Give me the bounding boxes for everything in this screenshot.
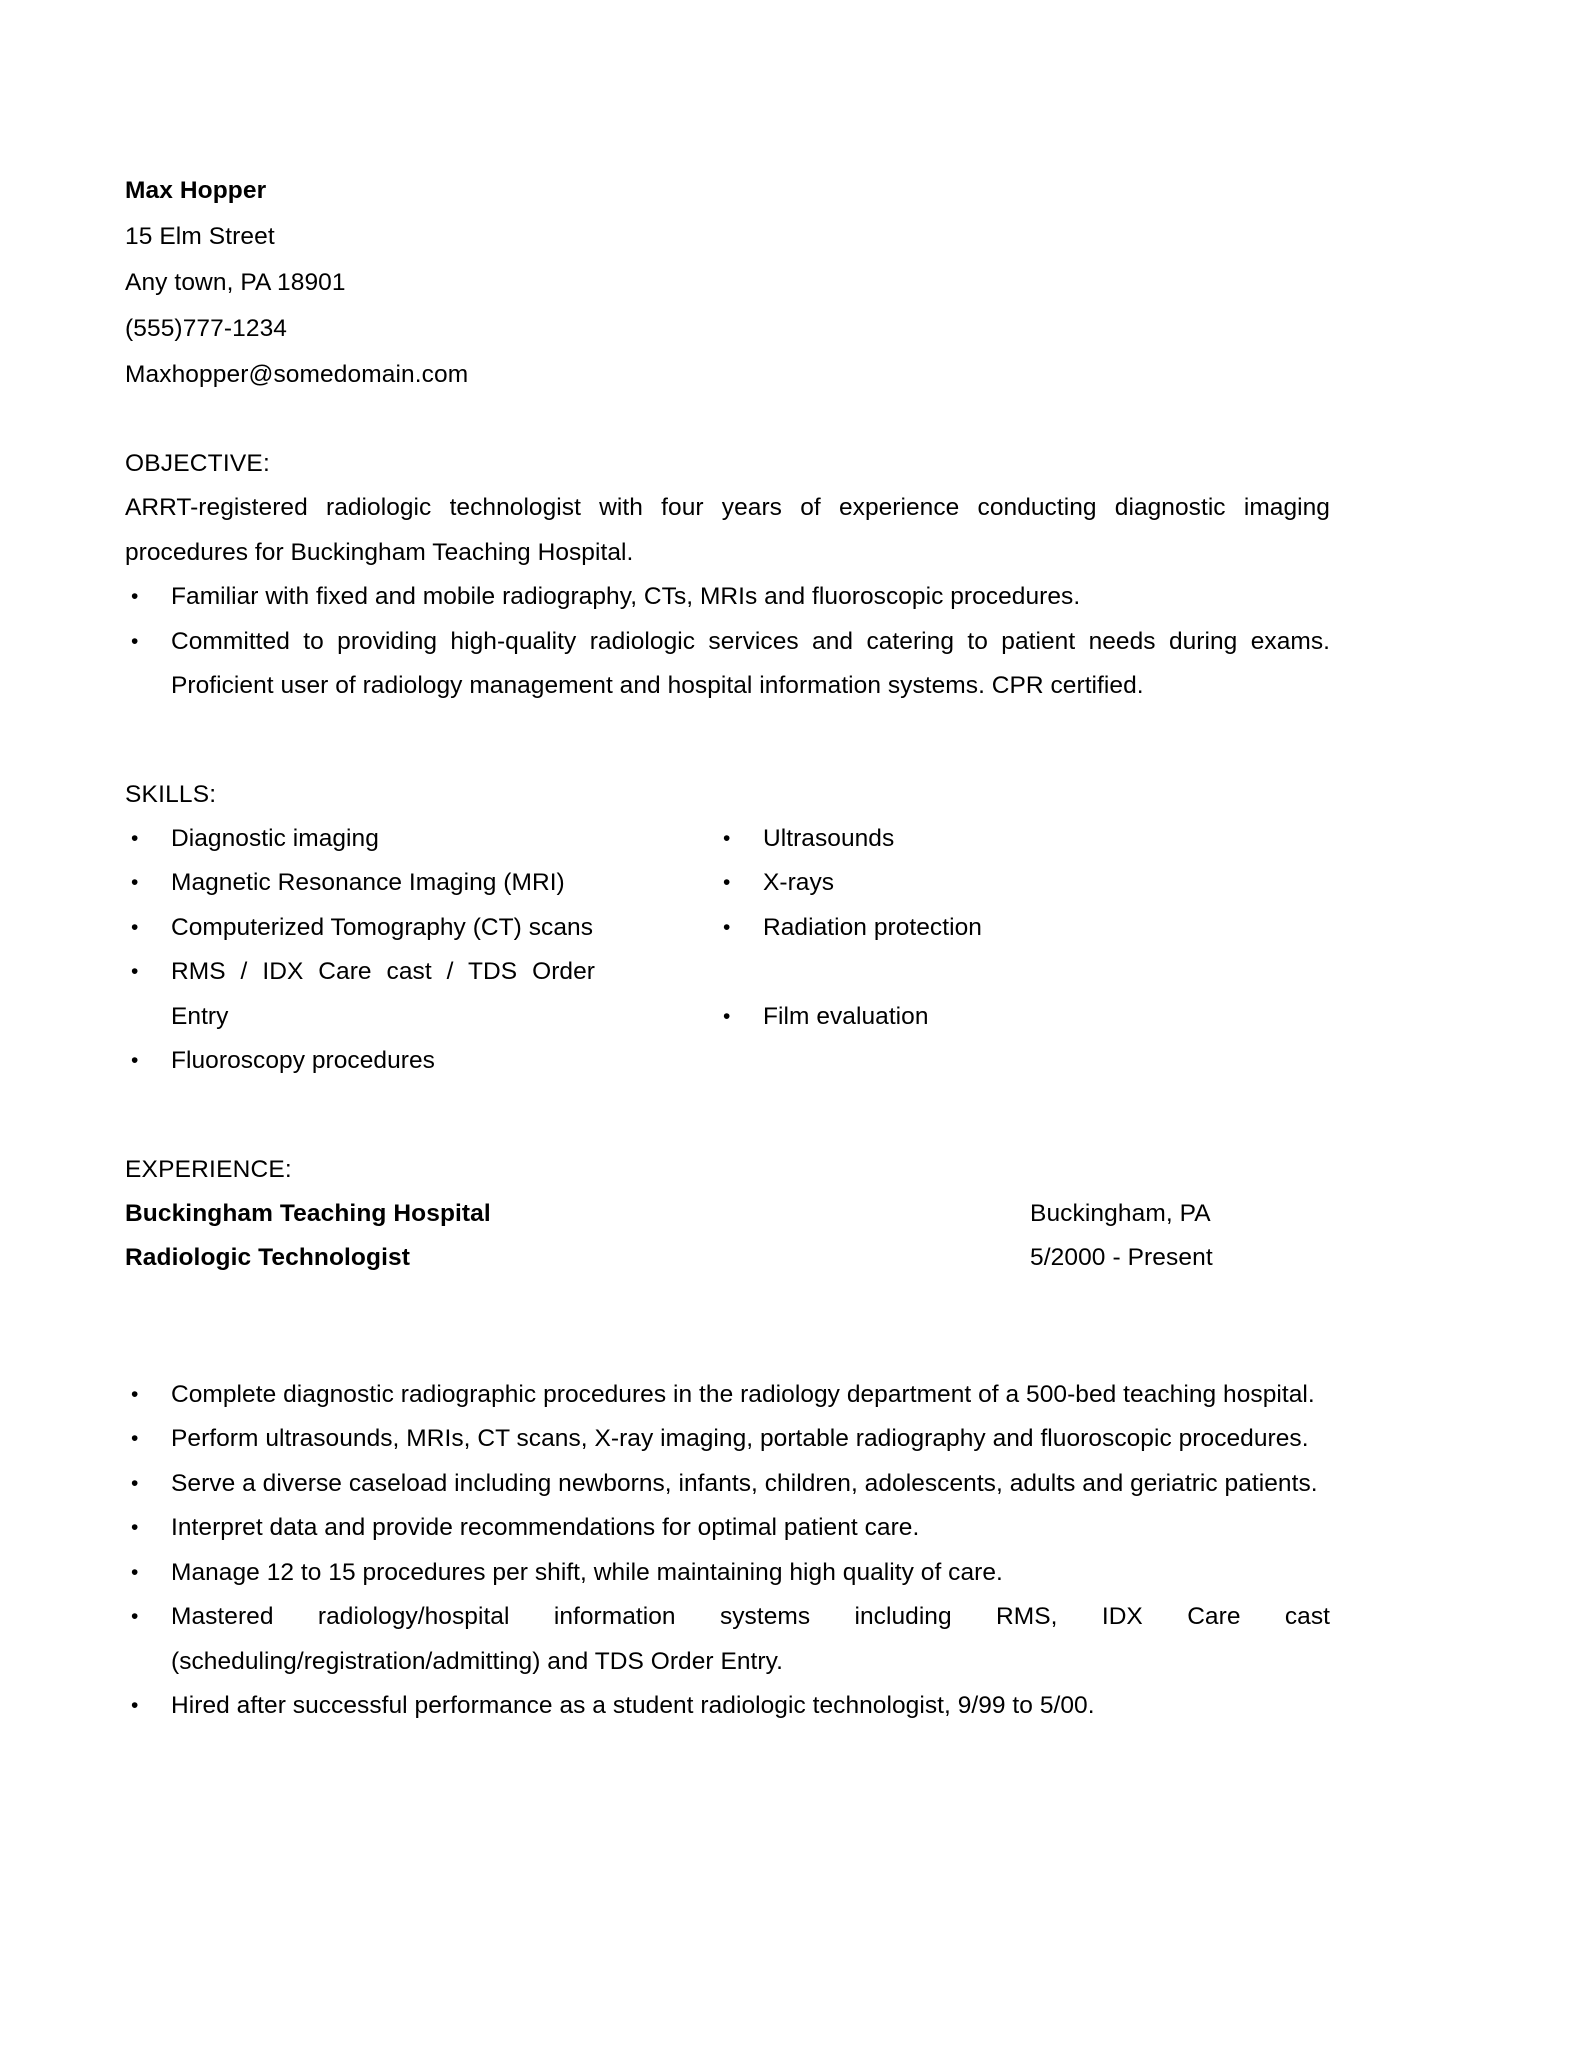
list-item: • Mastered radiology/hospital information systems including RMS, IDX Care cast (scheduling/registration/admitting) and TDS Order Entry.: [125, 1595, 1330, 1684]
skills-left-column: [125, 817, 595, 1084]
list-item: • Hired after successful performance as a student radiologic technologist, 9/99 to 5/00.: [125, 1684, 1330, 1729]
experience-heading: EXPERIENCE:: [125, 1155, 292, 1183]
list-item: • Magnetic Resonance Imaging (MRI): [125, 861, 595, 906]
experience-bullet-list: [125, 1373, 1330, 1729]
email-address: Maxhopper@somedomain.com: [125, 361, 469, 388]
list-item: • Ultrasounds: [717, 817, 1330, 862]
list-item: • Computerized Tomography (CT) scans: [125, 906, 595, 951]
skills-right-list-continued: [717, 995, 1330, 1040]
resume-content: [125, 168, 1330, 1729]
job-title: Radiologic Technologist: [125, 1244, 410, 1271]
phone-number: (555)777-1234: [125, 315, 288, 342]
spacer-before-experience-bullets: [125, 1281, 1330, 1373]
experience-employer-row: [125, 1192, 1330, 1237]
list-item: • Serve a diverse caseload including newborns, infants, children, adolescents, adults and geriatric patients.: [125, 1462, 1330, 1507]
skills-right-column: [717, 817, 1330, 1084]
employment-dates: 5/2000 - Present: [1030, 1244, 1213, 1271]
list-item: • RMS / IDX Care cast / TDS Order Entry: [125, 950, 595, 1039]
objective-heading: OBJECTIVE:: [125, 450, 270, 477]
skills-columns: [125, 817, 1330, 1084]
list-item: • Complete diagnostic radiographic procedures in the radiology department of a 500-bed teaching hospital.: [125, 1373, 1330, 1418]
list-item: • Film evaluation: [717, 995, 1330, 1040]
skills-column-gap: [595, 817, 717, 1084]
skills-heading: SKILLS:: [125, 780, 217, 808]
spacer-after-objective: [125, 709, 1330, 773]
skills-right-list: [717, 817, 1330, 951]
list-item: • Diagnostic imaging: [125, 817, 595, 862]
candidate-name: Max Hopper: [125, 177, 267, 204]
employer-location: Buckingham, PA: [1030, 1199, 1211, 1227]
list-item: • Familiar with fixed and mobile radiography, CTs, MRIs and fluoroscopic procedures.: [125, 575, 1330, 620]
list-item: • Radiation protection: [717, 906, 1330, 951]
address-city-state-zip: Any town, PA 18901: [125, 269, 346, 296]
list-item: • X-rays: [717, 861, 1330, 906]
list-item: • Committed to providing high-quality radiologic services and catering to patient needs during exams. Proficient user of radiology management and hospital information systems. CPR certified.: [125, 620, 1330, 709]
spacer-after-header: [125, 398, 1330, 442]
list-item: • Manage 12 to 15 procedures per shift, while maintaining high quality of care.: [125, 1551, 1330, 1596]
spacer-after-skills: [125, 1084, 1330, 1148]
objective-bullet-list: [125, 575, 1330, 709]
skills-left-list: [125, 817, 595, 1084]
employer-name: Buckingham Teaching Hospital: [125, 1199, 491, 1227]
address-street: 15 Elm Street: [125, 223, 275, 250]
objective-summary: ARRT-registered radiologic technologist with four years of experience conducting diagnostic imaging procedures for Buckingham Teaching Hospital.: [125, 494, 1330, 566]
experience-title-row: [125, 1236, 1330, 1281]
list-item: • Fluoroscopy procedures: [125, 1039, 595, 1084]
list-item: • Perform ultrasounds, MRIs, CT scans, X-ray imaging, portable radiography and fluoroscopic procedures.: [125, 1417, 1330, 1462]
list-item: • Interpret data and provide recommendations for optimal patient care.: [125, 1506, 1330, 1551]
skills-right-offset: [717, 950, 1330, 995]
